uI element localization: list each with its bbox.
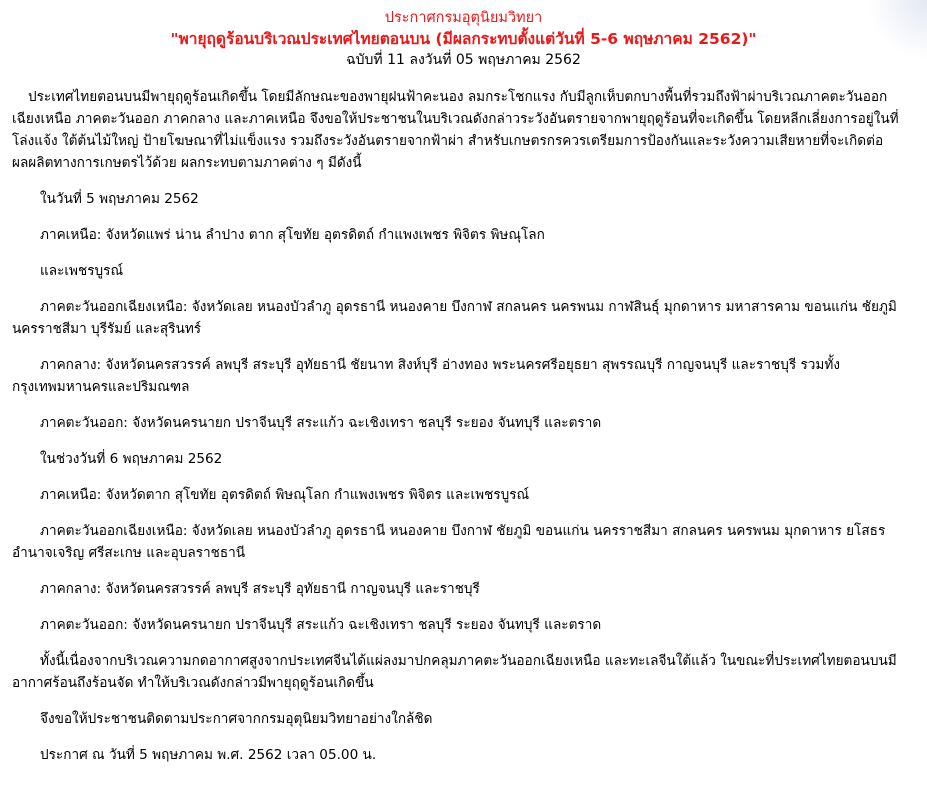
region-north-day-5: ภาคเหนือ: จังหวัดแพร่ น่าน ลำปาง ตาก สุโขทัย อุตรดิตถ์ กำแพงเพชร พิจิตร พิษณุโลก [40, 227, 545, 243]
agency-name: ประกาศกรมอุตุนิยมวิทยา [384, 10, 543, 26]
region-northeast-day-5: ภาคตะวันออกเฉียงเหนือ: จังหวัดเลย หนองบัวลำภู อุดรธานี หนองคาย บึงกาฬ สกลนคร นครพนม กาฬสินธุ์ มุกดาหาร มหาสารคาม ขอนแก่น ชัยภูมิ นครราชสีมา บุรีรัมย์ และสุรินทร์ [12, 299, 897, 337]
region-northeast-day-6: ภาคตะวันออกเฉียงเหนือ: จังหวัดเลย หนองบัวลำภู อุดรธานี หนองคาย บึงกาฬ ชัยภูมิ ขอนแก่น นครราชสีมา สกลนคร นครพนม มุกดาหาร ยโสธร อำนาจเจริญ ศรีสะเกษ และอุบลราชธานี [12, 523, 886, 561]
region-central-day-5: ภาคกลาง: จังหวัดนครสวรรค์ ลพบุรี สระบุรี อุทัยธานี ชัยนาท สิงห์บุรี อ่างทอง พระนครศรีอยุธยา สุพรรณบุรี กาญจนบุรี และราชบุรี รวมทั้งกรุงเทพมหานครและปริมณฑล [12, 357, 840, 395]
announcement-title: "พายุฤดูร้อนบริเวณประเทศไทยตอนบน (มีผลกระทบตั้งแต่วันที่ 5-6 พฤษภาคม 2562)" [170, 30, 757, 48]
cause-paragraph: ทั้งนี้เนื่องจากบริเวณความกดอากาศสูงจากประเทศจีนได้แผ่ลงมาปกคลุมภาคตะวันออกเฉียงเหนือ และทะเลจีนใต้แล้ว ในขณะที่ประเทศไทยตอนบนมีอากาศร้อนถึงร้อนจัด ทำให้บริเวณดังกล่าวมีพายุฤดูร้อนเกิดขึ้น [12, 653, 897, 691]
announcement-header [0, 0, 927, 70]
region-north-day-5-continued: และเพชรบูรณ์ [40, 263, 124, 279]
announcement-body [0, 86, 927, 766]
region-east-day-6: ภาคตะวันออก: จังหวัดนครนายก ปราจีนบุรี สระแก้ว ฉะเชิงเทรา ชลบุรี ระยอง จันทบุรี และตราด [40, 617, 602, 633]
region-central-day-6: ภาคกลาง: จังหวัดนครสวรรค์ ลพบุรี สระบุรี อุทัยธานี กาญจนบุรี และราชบุรี [40, 581, 480, 597]
date-heading-day-6: ในช่วงวันที่ 6 พฤษภาคม 2562 [40, 451, 223, 467]
date-heading-day-5: ในวันที่ 5 พฤษภาคม 2562 [40, 191, 199, 207]
region-east-day-5: ภาคตะวันออก: จังหวัดนครนายก ปราจีนบุรี สระแก้ว ฉะเชิงเทรา ชลบุรี ระยอง จันทบุรี และตราด [40, 415, 602, 431]
region-north-day-6: ภาคเหนือ: จังหวัดตาก สุโขทัย อุตรดิตถ์ พิษณุโลก กำแพงเพชร พิจิตร และเพชรบูรณ์ [40, 487, 530, 503]
issued-datetime: ประกาศ ณ วันที่ 5 พฤษภาคม พ.ศ. 2562 เวลา 05.00 น. [40, 747, 377, 763]
intro-paragraph: ประเทศไทยตอนบนมีพายุฤดูร้อนเกิดขึ้น โดยมีลักษณะของพายุฝนฟ้าคะนอง ลมกระโชกแรง กับมีลูกเห็บตกบางพื้นที่รวมถึงฟ้าผ่าบริเวณภาคตะวันออกเฉียงเหนือ ภาคตะวันออก ภาคกลาง และภาคเหนือ จึงขอให้ประชาชนในบริเวณดังกล่าวระวังอันตรายจากพายุฤดูร้อนที่จะเกิดขึ้น โดยหลีกเลี่ยงการอยู่ในที่โล่งแจ้ง ใต้ต้นไม้ใหญ่ ป้ายโฆษณาที่ไม่แข็งแรง รวมถึงระวังอันตรายจากฟ้าผ่า สำหรับเกษตรกรควรเตรียมการป้องกันและระวังความเสียหายที่จะเกิดต่อผลผลิตทางการเกษตรไว้ด้วย ผลกระทบตามภาคต่าง ๆ มีดังนี้ [12, 89, 899, 171]
issue-info: ฉบับที่ 11 ลงวันที่ 05 พฤษภาคม 2562 [346, 52, 581, 68]
advisory-paragraph: จึงขอให้ประชาชนติดตามประกาศจากกรมอุตุนิยมวิทยาอย่างใกล้ชิด [40, 711, 433, 727]
